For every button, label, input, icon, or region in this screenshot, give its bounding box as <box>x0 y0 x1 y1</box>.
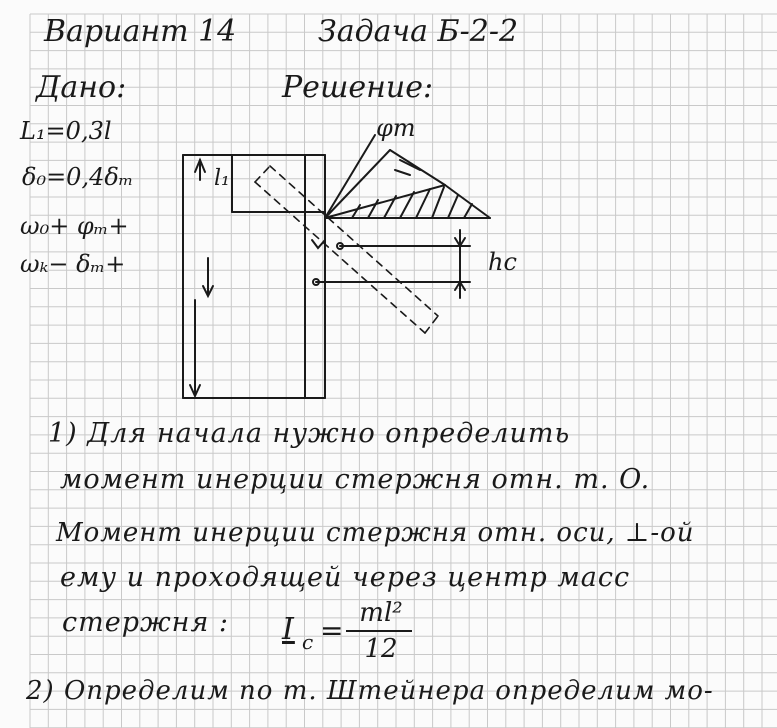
diagram-label-l1: l₁ <box>214 166 230 191</box>
variant-heading: Вариант 14 <box>44 14 237 49</box>
task-heading: Задача Б-2-2 <box>318 14 519 49</box>
formula-subscript: c <box>302 630 314 654</box>
diagram-label-hc: hc <box>488 248 517 276</box>
text-line-2: момент инерции стержня отн. т. O. <box>60 464 651 495</box>
diagram-label-phi-m: φm <box>376 114 416 142</box>
formula-equals: = <box>320 614 344 647</box>
formula-fraction-bar <box>346 630 412 632</box>
given-item-omegak: ωₖ− δₘ+ <box>20 250 126 278</box>
given-label: Дано: <box>36 70 127 105</box>
solution-label: Решение: <box>282 70 434 105</box>
formula-denominator: 12 <box>364 634 398 664</box>
text-line-3: Момент инерции стержня отн. оси, ⊥-ой <box>56 518 695 548</box>
formula-i: I <box>282 612 295 647</box>
formula-numerator: ml² <box>359 598 403 628</box>
text-line-5: стержня : <box>62 607 230 638</box>
text-line-1: 1) Для начала нужно определить <box>48 418 571 449</box>
given-item-omega0: ω₀+ φₘ+ <box>20 212 129 240</box>
given-item-delta0: δ₀=0,4δₘ <box>22 163 134 191</box>
given-item-l1: L₁=0,3l <box>20 117 112 145</box>
text-line-6: 2) Определим по т. Штейнера определим мо- <box>26 676 714 706</box>
text-line-4: ему и проходящей через центр масс <box>60 562 631 593</box>
